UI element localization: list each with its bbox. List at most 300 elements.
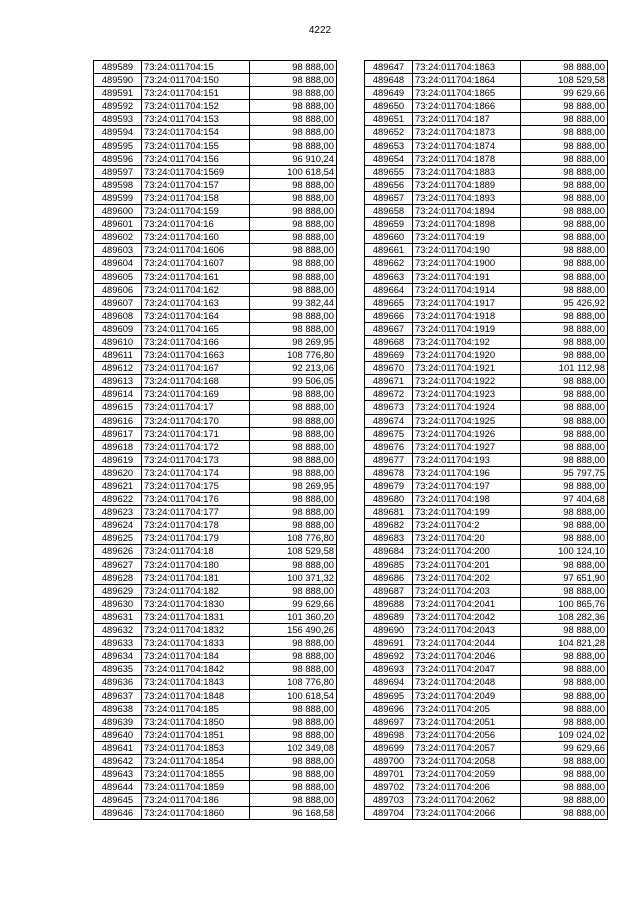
record-number-cell: 489676 (365, 440, 413, 453)
record-number-cell: 489698 (365, 728, 413, 741)
table-row (94, 466, 337, 479)
record-number-cell: 489606 (94, 283, 142, 296)
table-row (94, 401, 337, 414)
table-row (365, 466, 608, 479)
cadastral-number-cell: 73:24:011704:202 (413, 571, 521, 584)
cadastral-number-cell: 73:24:011704:154 (142, 126, 250, 139)
table-row (365, 414, 608, 427)
record-number-cell: 489650 (365, 100, 413, 113)
record-number-cell: 489653 (365, 139, 413, 152)
cadastral-number-cell: 73:24:011704:187 (413, 113, 521, 126)
cadastral-value-cell: 98 888,00 (521, 480, 608, 493)
record-number-cell: 489645 (94, 794, 142, 807)
cadastral-number-cell: 73:24:011704:1855 (142, 768, 250, 781)
cadastral-value-cell: 98 888,00 (250, 257, 337, 270)
record-number-cell: 489677 (365, 453, 413, 466)
cadastral-number-cell: 73:24:011704:1900 (413, 257, 521, 270)
table-row (94, 715, 337, 728)
cadastral-value-cell: 97 651,90 (521, 571, 608, 584)
cadastral-value-cell: 100 865,76 (521, 597, 608, 610)
table-row (365, 427, 608, 440)
cadastral-value-cell: 98 888,00 (521, 178, 608, 191)
table-row (94, 100, 337, 113)
cadastral-number-cell: 73:24:011704:19 (413, 231, 521, 244)
table-row (365, 257, 608, 270)
record-number-cell: 489635 (94, 663, 142, 676)
record-number-cell: 489656 (365, 178, 413, 191)
table-row (365, 610, 608, 623)
record-number-cell: 489667 (365, 322, 413, 335)
table-row (365, 309, 608, 322)
cadastral-value-cell: 98 888,00 (521, 231, 608, 244)
record-number-cell: 489594 (94, 126, 142, 139)
cadastral-value-cell: 98 888,00 (521, 754, 608, 767)
table-row (365, 126, 608, 139)
cadastral-value-cell: 98 888,00 (521, 375, 608, 388)
table-row (94, 519, 337, 532)
table-row (365, 571, 608, 584)
cadastral-value-cell: 98 888,00 (250, 231, 337, 244)
cadastral-number-cell: 73:24:011704:174 (142, 466, 250, 479)
cadastral-number-cell: 73:24:011704:198 (413, 493, 521, 506)
cadastral-value-cell: 108 529,58 (521, 74, 608, 87)
table-row (365, 218, 608, 231)
cadastral-value-cell: 98 888,00 (250, 218, 337, 231)
cadastral-value-cell: 98 888,00 (250, 754, 337, 767)
table-row (94, 191, 337, 204)
table-row (365, 584, 608, 597)
parcel-table-left-body (94, 61, 337, 820)
cadastral-value-cell: 98 888,00 (250, 205, 337, 218)
cadastral-value-cell: 98 888,00 (521, 519, 608, 532)
cadastral-value-cell: 98 888,00 (521, 506, 608, 519)
cadastral-number-cell: 73:24:011704:180 (142, 558, 250, 571)
table-row (94, 205, 337, 218)
cadastral-number-cell: 73:24:011704:153 (142, 113, 250, 126)
record-number-cell: 489609 (94, 322, 142, 335)
cadastral-number-cell: 73:24:011704:171 (142, 427, 250, 440)
table-row (94, 427, 337, 440)
cadastral-value-cell: 98 888,00 (521, 257, 608, 270)
cadastral-number-cell: 73:24:011704:1853 (142, 741, 250, 754)
record-number-cell: 489637 (94, 689, 142, 702)
table-row (365, 676, 608, 689)
record-number-cell: 489701 (365, 768, 413, 781)
table-row (365, 768, 608, 781)
cadastral-value-cell: 108 529,58 (250, 545, 337, 558)
cadastral-number-cell: 73:24:011704:2058 (413, 754, 521, 767)
cadastral-value-cell: 98 888,00 (250, 453, 337, 466)
table-row (94, 768, 337, 781)
cadastral-value-cell: 96 168,58 (250, 807, 337, 820)
table-row (365, 545, 608, 558)
cadastral-number-cell: 73:24:011704:1873 (413, 126, 521, 139)
record-number-cell: 489703 (365, 794, 413, 807)
record-number-cell: 489612 (94, 362, 142, 375)
cadastral-value-cell: 98 888,00 (521, 165, 608, 178)
cadastral-number-cell: 73:24:011704:164 (142, 309, 250, 322)
cadastral-number-cell: 73:24:011704:16 (142, 218, 250, 231)
table-row (365, 322, 608, 335)
cadastral-value-cell: 98 888,00 (521, 244, 608, 257)
table-row (365, 519, 608, 532)
cadastral-value-cell: 98 888,00 (521, 414, 608, 427)
cadastral-value-cell: 98 888,00 (250, 244, 337, 257)
cadastral-number-cell: 73:24:011704:2059 (413, 768, 521, 781)
table-row (94, 349, 337, 362)
record-number-cell: 489642 (94, 754, 142, 767)
record-number-cell: 489695 (365, 689, 413, 702)
record-number-cell: 489699 (365, 741, 413, 754)
cadastral-value-cell: 98 888,00 (521, 152, 608, 165)
cadastral-number-cell: 73:24:011704:2044 (413, 637, 521, 650)
cadastral-number-cell: 73:24:011704:2 (413, 519, 521, 532)
cadastral-value-cell: 98 888,00 (521, 663, 608, 676)
cadastral-number-cell: 73:24:011704:1854 (142, 754, 250, 767)
record-number-cell: 489599 (94, 191, 142, 204)
cadastral-number-cell: 73:24:011704:162 (142, 283, 250, 296)
cadastral-number-cell: 73:24:011704:1883 (413, 165, 521, 178)
record-number-cell: 489700 (365, 754, 413, 767)
record-number-cell: 489610 (94, 335, 142, 348)
record-number-cell: 489614 (94, 388, 142, 401)
record-number-cell: 489679 (365, 480, 413, 493)
table-row (94, 676, 337, 689)
record-number-cell: 489654 (365, 152, 413, 165)
record-number-cell: 489678 (365, 466, 413, 479)
record-number-cell: 489649 (365, 87, 413, 100)
table-row (365, 715, 608, 728)
cadastral-number-cell: 73:24:011704:1925 (413, 414, 521, 427)
record-number-cell: 489693 (365, 663, 413, 676)
cadastral-value-cell: 98 888,00 (521, 768, 608, 781)
record-number-cell: 489690 (365, 624, 413, 637)
record-number-cell: 489694 (365, 676, 413, 689)
table-row (94, 728, 337, 741)
cadastral-value-cell: 98 888,00 (250, 702, 337, 715)
table-row (94, 597, 337, 610)
record-number-cell: 489632 (94, 624, 142, 637)
table-row (365, 61, 608, 74)
cadastral-number-cell: 73:24:011704:1920 (413, 349, 521, 362)
cadastral-value-cell: 98 888,00 (521, 388, 608, 401)
cadastral-value-cell: 100 618,54 (250, 165, 337, 178)
cadastral-value-cell: 98 888,00 (521, 322, 608, 335)
table-row (94, 480, 337, 493)
cadastral-value-cell: 98 888,00 (250, 100, 337, 113)
record-number-cell: 489605 (94, 270, 142, 283)
table-row (365, 440, 608, 453)
record-number-cell: 489601 (94, 218, 142, 231)
table-row (94, 650, 337, 663)
table-row (365, 597, 608, 610)
table-row (94, 165, 337, 178)
record-number-cell: 489666 (365, 309, 413, 322)
cadastral-number-cell: 73:24:011704:15 (142, 61, 250, 74)
cadastral-number-cell: 73:24:011704:1898 (413, 218, 521, 231)
cadastral-number-cell: 73:24:011704:206 (413, 781, 521, 794)
cadastral-value-cell: 98 888,00 (250, 715, 337, 728)
record-number-cell: 489668 (365, 335, 413, 348)
record-number-cell: 489636 (94, 676, 142, 689)
table-row (365, 506, 608, 519)
cadastral-number-cell: 73:24:011704:1842 (142, 663, 250, 676)
table-row (94, 754, 337, 767)
record-number-cell: 489616 (94, 414, 142, 427)
cadastral-number-cell: 73:24:011704:1866 (413, 100, 521, 113)
cadastral-number-cell: 73:24:011704:150 (142, 74, 250, 87)
table-row (365, 74, 608, 87)
table-row (94, 440, 337, 453)
cadastral-number-cell: 73:24:011704:1919 (413, 322, 521, 335)
table-row (365, 453, 608, 466)
cadastral-value-cell: 98 888,00 (250, 781, 337, 794)
cadastral-number-cell: 73:24:011704:1921 (413, 362, 521, 375)
table-row (365, 741, 608, 754)
record-number-cell: 489621 (94, 480, 142, 493)
record-number-cell: 489623 (94, 506, 142, 519)
cadastral-number-cell: 73:24:011704:156 (142, 152, 250, 165)
record-number-cell: 489692 (365, 650, 413, 663)
cadastral-number-cell: 73:24:011704:177 (142, 506, 250, 519)
cadastral-value-cell: 98 888,00 (250, 87, 337, 100)
cadastral-number-cell: 73:24:011704:2047 (413, 663, 521, 676)
cadastral-number-cell: 73:24:011704:170 (142, 414, 250, 427)
table-row (365, 558, 608, 571)
cadastral-value-cell: 156 490,26 (250, 624, 337, 637)
cadastral-value-cell: 98 888,00 (521, 205, 608, 218)
cadastral-number-cell: 73:24:011704:1860 (142, 807, 250, 820)
table-row (365, 113, 608, 126)
cadastral-number-cell: 73:24:011704:176 (142, 493, 250, 506)
record-number-cell: 489704 (365, 807, 413, 820)
table-row (365, 165, 608, 178)
record-number-cell: 489641 (94, 741, 142, 754)
parcel-table-right-body (365, 61, 608, 820)
record-number-cell: 489639 (94, 715, 142, 728)
table-row (365, 205, 608, 218)
cadastral-value-cell: 98 888,00 (250, 61, 337, 74)
cadastral-number-cell: 73:24:011704:1864 (413, 74, 521, 87)
cadastral-number-cell: 73:24:011704:1893 (413, 191, 521, 204)
cadastral-value-cell: 98 888,00 (250, 440, 337, 453)
cadastral-number-cell: 73:24:011704:2057 (413, 741, 521, 754)
table-row (365, 375, 608, 388)
cadastral-value-cell: 100 124,10 (521, 545, 608, 558)
cadastral-value-cell: 108 776,80 (250, 532, 337, 545)
table-row (94, 702, 337, 715)
cadastral-value-cell: 98 888,00 (250, 309, 337, 322)
cadastral-value-cell: 98 888,00 (521, 676, 608, 689)
cadastral-value-cell: 98 269,95 (250, 335, 337, 348)
cadastral-number-cell: 73:24:011704:159 (142, 205, 250, 218)
record-number-cell: 489603 (94, 244, 142, 257)
table-row (94, 231, 337, 244)
table-row (365, 178, 608, 191)
cadastral-value-cell: 98 888,00 (521, 689, 608, 702)
table-row (94, 87, 337, 100)
cadastral-number-cell: 73:24:011704:20 (413, 532, 521, 545)
record-number-cell: 489600 (94, 205, 142, 218)
table-row (94, 322, 337, 335)
table-row (94, 532, 337, 545)
cadastral-value-cell: 98 888,00 (250, 401, 337, 414)
cadastral-number-cell: 73:24:011704:166 (142, 335, 250, 348)
record-number-cell: 489595 (94, 139, 142, 152)
record-number-cell: 489629 (94, 584, 142, 597)
cadastral-number-cell: 73:24:011704:1917 (413, 296, 521, 309)
cadastral-number-cell: 73:24:011704:201 (413, 558, 521, 571)
cadastral-value-cell: 98 888,00 (521, 702, 608, 715)
cadastral-value-cell: 98 888,00 (250, 113, 337, 126)
cadastral-number-cell: 73:24:011704:179 (142, 532, 250, 545)
record-number-cell: 489604 (94, 257, 142, 270)
record-number-cell: 489674 (365, 414, 413, 427)
cadastral-number-cell: 73:24:011704:2066 (413, 807, 521, 820)
cadastral-value-cell: 104 821,28 (521, 637, 608, 650)
cadastral-value-cell: 98 888,00 (521, 139, 608, 152)
cadastral-number-cell: 73:24:011704:2042 (413, 610, 521, 623)
table-row (365, 728, 608, 741)
table-row (94, 807, 337, 820)
cadastral-value-cell: 99 382,44 (250, 296, 337, 309)
cadastral-value-cell: 98 888,00 (250, 650, 337, 663)
cadastral-number-cell: 73:24:011704:1865 (413, 87, 521, 100)
table-row (365, 807, 608, 820)
record-number-cell: 489651 (365, 113, 413, 126)
cadastral-number-cell: 73:24:011704:1663 (142, 349, 250, 362)
cadastral-number-cell: 73:24:011704:1918 (413, 309, 521, 322)
table-row (365, 231, 608, 244)
table-row (94, 781, 337, 794)
record-number-cell: 489644 (94, 781, 142, 794)
table-row (94, 113, 337, 126)
cadastral-value-cell: 108 776,80 (250, 349, 337, 362)
cadastral-number-cell: 73:24:011704:2046 (413, 650, 521, 663)
record-number-cell: 489617 (94, 427, 142, 440)
record-number-cell: 489682 (365, 519, 413, 532)
cadastral-number-cell: 73:24:011704:1832 (142, 624, 250, 637)
table-row (365, 349, 608, 362)
cadastral-number-cell: 73:24:011704:203 (413, 584, 521, 597)
cadastral-value-cell: 98 888,00 (521, 191, 608, 204)
record-number-cell: 489661 (365, 244, 413, 257)
cadastral-value-cell: 98 888,00 (250, 270, 337, 283)
table-row (94, 689, 337, 702)
cadastral-value-cell: 98 888,00 (521, 335, 608, 348)
cadastral-number-cell: 73:24:011704:181 (142, 571, 250, 584)
record-number-cell: 489613 (94, 375, 142, 388)
table-row (94, 388, 337, 401)
cadastral-number-cell: 73:24:011704:186 (142, 794, 250, 807)
cadastral-number-cell: 73:24:011704:2056 (413, 728, 521, 741)
cadastral-number-cell: 73:24:011704:169 (142, 388, 250, 401)
record-number-cell: 489671 (365, 375, 413, 388)
table-row (365, 637, 608, 650)
cadastral-number-cell: 73:24:011704:155 (142, 139, 250, 152)
table-row (365, 754, 608, 767)
record-number-cell: 489647 (365, 61, 413, 74)
cadastral-value-cell: 98 888,00 (250, 126, 337, 139)
table-row (365, 283, 608, 296)
cadastral-number-cell: 73:24:011704:1843 (142, 676, 250, 689)
record-number-cell: 489681 (365, 506, 413, 519)
record-number-cell: 489615 (94, 401, 142, 414)
table-row (94, 453, 337, 466)
table-row (94, 244, 337, 257)
cadastral-number-cell: 73:24:011704:1923 (413, 388, 521, 401)
cadastral-number-cell: 73:24:011704:1894 (413, 205, 521, 218)
table-row (94, 296, 337, 309)
record-number-cell: 489602 (94, 231, 142, 244)
record-number-cell: 489627 (94, 558, 142, 571)
record-number-cell: 489638 (94, 702, 142, 715)
cadastral-value-cell: 98 888,00 (250, 388, 337, 401)
cadastral-number-cell: 73:24:011704:157 (142, 178, 250, 191)
table-row (365, 689, 608, 702)
cadastral-value-cell: 98 888,00 (521, 100, 608, 113)
cadastral-value-cell: 98 888,00 (250, 794, 337, 807)
cadastral-number-cell: 73:24:011704:2048 (413, 676, 521, 689)
record-number-cell: 489658 (365, 205, 413, 218)
table-row (94, 257, 337, 270)
record-number-cell: 489634 (94, 650, 142, 663)
table-row (94, 610, 337, 623)
cadastral-value-cell: 97 404,68 (521, 493, 608, 506)
table-row (94, 558, 337, 571)
record-number-cell: 489702 (365, 781, 413, 794)
table-row (94, 375, 337, 388)
cadastral-value-cell: 98 888,00 (250, 191, 337, 204)
record-number-cell: 489591 (94, 87, 142, 100)
table-row (94, 637, 337, 650)
cadastral-value-cell: 98 888,00 (521, 584, 608, 597)
record-number-cell: 489688 (365, 597, 413, 610)
record-number-cell: 489673 (365, 401, 413, 414)
cadastral-value-cell: 98 888,00 (521, 126, 608, 139)
cadastral-value-cell: 98 888,00 (521, 349, 608, 362)
record-number-cell: 489670 (365, 362, 413, 375)
table-row (365, 296, 608, 309)
cadastral-number-cell: 73:24:011704:1914 (413, 283, 521, 296)
cadastral-number-cell: 73:24:011704:2051 (413, 715, 521, 728)
table-row (365, 480, 608, 493)
cadastral-number-cell: 73:24:011704:167 (142, 362, 250, 375)
table-row (365, 702, 608, 715)
cadastral-value-cell: 98 888,00 (521, 807, 608, 820)
cadastral-value-cell: 98 888,00 (521, 218, 608, 231)
record-number-cell: 489596 (94, 152, 142, 165)
cadastral-value-cell: 98 888,00 (521, 270, 608, 283)
table-row (94, 61, 337, 74)
record-number-cell: 489657 (365, 191, 413, 204)
record-number-cell: 489680 (365, 493, 413, 506)
cadastral-number-cell: 73:24:011704:1851 (142, 728, 250, 741)
table-row (94, 663, 337, 676)
cadastral-number-cell: 73:24:011704:182 (142, 584, 250, 597)
cadastral-number-cell: 73:24:011704:1922 (413, 375, 521, 388)
table-row (94, 414, 337, 427)
cadastral-number-cell: 73:24:011704:190 (413, 244, 521, 257)
record-number-cell: 489669 (365, 349, 413, 362)
record-number-cell: 489589 (94, 61, 142, 74)
cadastral-value-cell: 99 629,66 (521, 741, 608, 754)
cadastral-value-cell: 98 888,00 (521, 715, 608, 728)
cadastral-number-cell: 73:24:011704:161 (142, 270, 250, 283)
table-row (94, 152, 337, 165)
cadastral-number-cell: 73:24:011704:1850 (142, 715, 250, 728)
table-row (94, 218, 337, 231)
